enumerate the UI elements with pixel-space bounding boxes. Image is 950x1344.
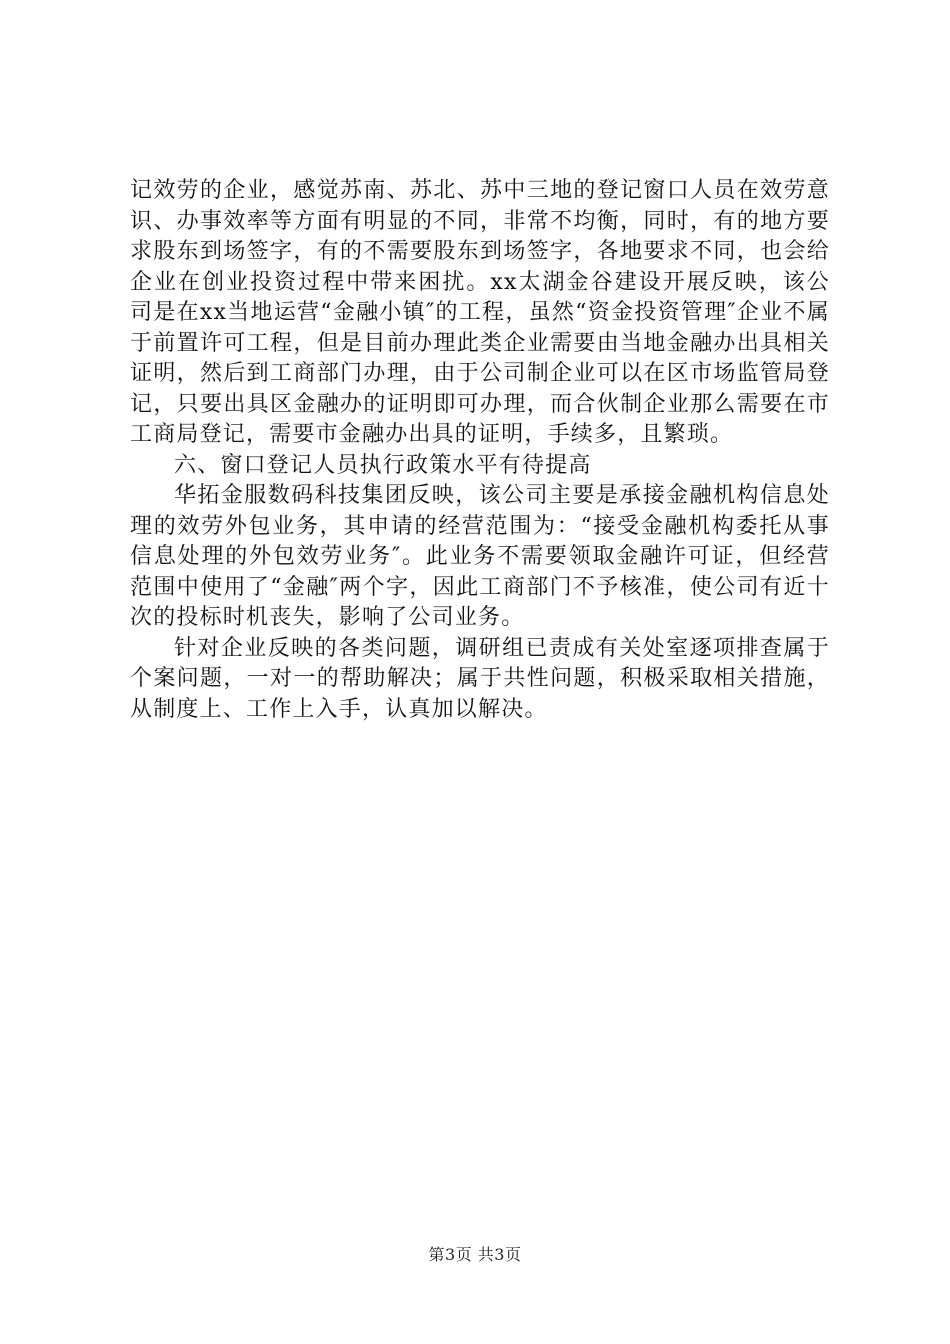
page-footer: 第3页 共3页 <box>428 1245 522 1264</box>
body-paragraph: 针对企业反映的各类问题，调研组已责成有关处室逐项排查属于个案问题，一对一的帮助解决；属于共性问题，积极采取相关措施，从制度上、工作上入手，认真加以解决。 <box>130 635 830 722</box>
section-heading: 六、窗口登记人员执行政策水平有待提高 <box>174 452 592 478</box>
body-paragraph-continued: 记效劳的企业，感觉苏南、苏北、苏中三地的登记窗口人员在效劳意识、办事效率等方面有明显的不同，非常不均衡，同时，有的地方要求股东到场签字，有的不需要股东到场签字，各地要求不同，也会给企业在创业投资过程中带来困扰。xx太湖金谷建设开展反映，该公司是在xx当地运营“金融小镇″的工程，虽然“资金投资管理″企业不属于前置许可工程，但是目前办理此类企业需要由当地金融办出具相关证明，然后到工商部门办理，由于公司制企业可以在区市场监管局登记，只要出具区金融办的证明即可办理，而合伙制企业那么需要在市工商局登记，需要市金融办出具的证明，手续多，且繁琐。 <box>130 178 830 447</box>
body-paragraph: 华拓金服数码科技集团反映，该公司主要是承接金融机构信息处理的效劳外包业务，其申请的经营范围为：“接受金融机构委托从事信息处理的外包效劳业务″。此业务不需要领取金融许可证，但经营范围中使用了“金融″两个字，因此工商部门不予核准，使公司有近十次的投标时机丧失，影响了公司业务。 <box>130 483 830 630</box>
document-body <box>130 176 830 725</box>
